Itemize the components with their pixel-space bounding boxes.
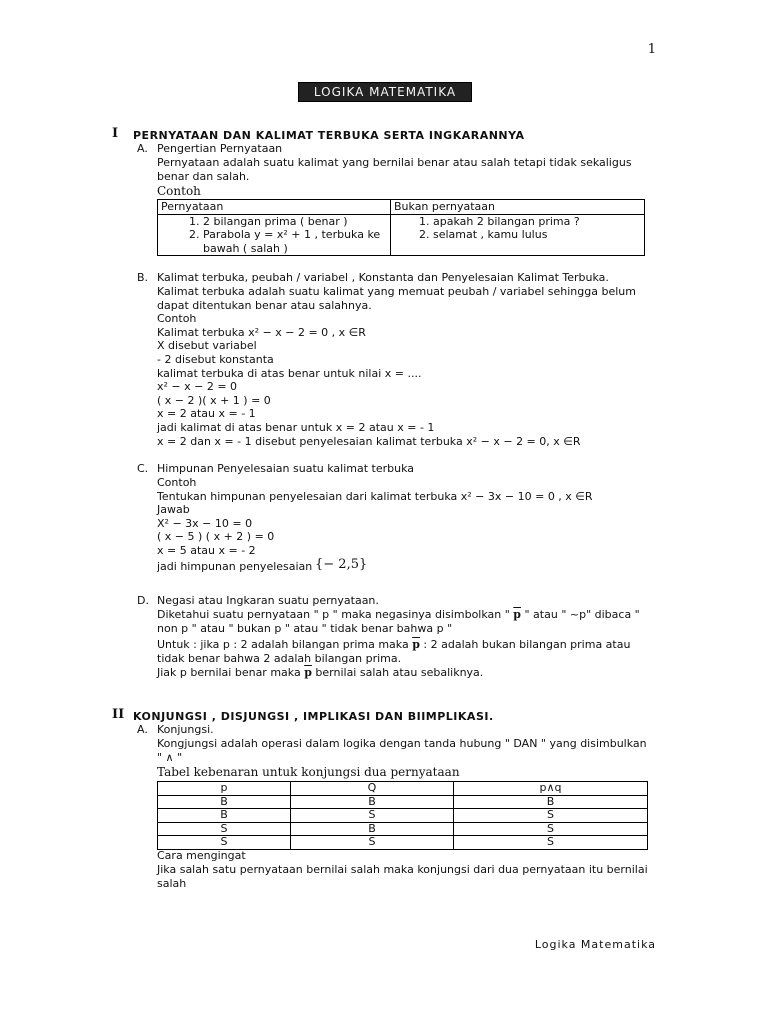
table-cell: S [291,836,454,850]
table-row [158,795,648,809]
table-cell: S [454,809,648,823]
section-2-numeral: II [112,707,125,722]
document-title: LOGIKA MATEMATIKA [298,82,472,102]
table-row [158,836,648,850]
table-header-cell: p∧q [454,782,648,796]
contoh-label: Contoh [157,184,201,198]
truth-table [157,781,648,850]
item-b-body [157,285,636,448]
item-c-line: Contoh [157,476,197,489]
table-cell: S [158,822,291,836]
table-cell: B [454,795,648,809]
item-b-line: kalimat terbuka di atas benar untuk nilai x = .... [157,366,422,380]
table-cell: B [158,809,291,823]
table-cell: B [158,795,291,809]
item-a-title: Pengertian Pernyataan [157,142,283,155]
item-b-line: jadi kalimat di atas benar untuk x = 2 atau x = - 1 [157,420,435,434]
item-c-line: X² − 3x − 10 = 0 [157,516,253,530]
item-c-line: Jawab [157,503,190,517]
cara-mengingat: Cara mengingat [157,849,246,862]
item-b-label: B. [137,271,149,284]
section-1-heading: PERNYATAAN DAN KALIMAT TERBUKA SERTA INGKARANNYA [133,129,525,142]
table-header-cell: Pernyataan [158,200,391,215]
konjungsi-label: A. [137,723,148,736]
item-c-line: Tentukan himpunan penyelesaian dari kalimat terbuka x² − 3x − 10 = 0 , x ∈R [157,489,593,503]
rule-line2: salah [157,877,187,890]
table-row [158,809,648,823]
table-row [158,822,648,836]
item-b-line: X disebut variabel [157,339,257,353]
item-d-line4: tidak benar bahwa 2 adalah bilangan prima. [157,652,402,665]
item-c-line: x = 5 atau x = - 2 [157,543,256,557]
item-b-line: - 2 disebut konstanta [157,352,274,366]
page-footer: Logika Matematika [534,938,656,951]
item-d-line3-a: Untuk : jika p : 2 adalah bilangan prima maka [157,638,409,651]
item-b-line: x² − x − 2 = 0 [157,380,238,394]
p-negation-symbol: $\overline{p}$ [304,666,312,679]
table-row [158,214,645,256]
item-d-line5-a: Jiak p bernilai benar maka [157,666,301,679]
konjungsi-title: Konjungsi. [157,723,214,736]
item-b-line: Contoh [157,312,197,326]
item-b-line: ( x − 2 )( x + 1 ) = 0 [157,393,271,407]
p-negation-symbol: $\overline{p}$ [412,638,420,651]
table-cell [158,214,391,256]
item-b-title: Kalimat terbuka, peubah / variabel , Konstanta dan Penyelesaian Kalimat Terbuka. [157,271,609,284]
hp-text: jadi himpunan penyelesaian [157,560,313,573]
item-a-text-line2: benar dan salah. [157,170,250,183]
table-cell: B [291,795,454,809]
list-item: 1. 2 bilangan prima ( benar ) [203,215,387,229]
konjungsi-text-line1: Kongjungsi adalah operasi dalam logika dengan tanda hubung " DAN " yang disimbulkan [157,737,647,750]
hp-set: {− 2,5} [315,557,368,572]
list-item: 2. selamat , kamu lulus [433,228,641,242]
item-b-line: dapat ditentukan benar atau salahnya. [157,298,372,312]
item-b-line: Kalimat terbuka x² − x − 2 = 0 , x ∈R [157,325,366,339]
list-item: 2. Parabola y = x² + 1 , terbuka ke bawah ( salah ) [203,228,387,255]
item-d-line5-b: bernilai salah atau sebaliknya. [315,666,484,679]
table-header-cell: Q [291,782,454,796]
item-d-line3 [157,638,630,651]
item-d-line1 [157,608,640,621]
item-c-title: Himpunan Penyelesaian suatu kalimat terbuka [157,462,414,475]
item-c-body [157,476,593,558]
item-d-line1-b: " atau " ~p" dibaca " [524,608,640,621]
page-number: 1 [647,42,656,57]
table-cell [391,214,645,256]
list-item: 1. apakah 2 bilangan prima ? [433,215,641,229]
truth-table-title: Tabel kebenaran untuk konjungsi dua pernyataan [157,765,460,779]
table-cell: B [291,822,454,836]
table-cell: S [454,836,648,850]
table-header-row [158,782,648,796]
rule-line1: Jika salah satu pernyataan bernilai salah maka konjungsi dari dua pernyataan itu bernilai [157,863,648,876]
item-d-label: D. [137,594,149,607]
table-header-cell: p [158,782,291,796]
section-1-numeral: I [112,126,119,141]
item-b-line: Kalimat terbuka adalah suatu kalimat yang memuat peubah / variabel sehingga belum [157,285,636,298]
item-b-line: x = 2 dan x = - 1 disebut penyelesaian kalimat terbuka x² − x − 2 = 0, x ∈R [157,434,581,448]
item-a-text-line1: Pernyataan adalah suatu kalimat yang bernilai benar atau salah tetapi tidak sekaligus [157,156,632,169]
konjungsi-text-line2: " ∧ " [157,751,183,764]
section-2-heading: KONJUNGSI , DISJUNGSI , IMPLIKASI DAN BIIMPLIKASI. [133,710,494,723]
item-a-label: A. [137,142,148,155]
item-d-title: Negasi atau Ingkaran suatu pernyataan. [157,594,379,607]
table-header-row [158,200,645,215]
item-d-line3-b: : 2 adalah bukan bilangan prima atau [423,638,631,651]
table-header-cell: Bukan pernyataan [391,200,645,215]
item-b-line: x = 2 atau x = - 1 [157,407,256,421]
p-negation-symbol: $\overline{p}$ [513,608,521,621]
pernyataan-table [157,199,645,256]
table-cell: S [291,809,454,823]
item-d-line2: non p " atau " bukan p " atau " tidak benar bahwa p " [157,622,453,635]
item-d-line1-a: Diketahui suatu pernyataan " p " maka negasinya disimbolkan " [157,608,510,621]
table-cell: S [158,836,291,850]
item-c-line: ( x − 5 ) ( x + 2 ) = 0 [157,530,275,544]
item-d-line5 [157,666,483,679]
table-cell: S [454,822,648,836]
item-c-label: C. [137,462,149,475]
